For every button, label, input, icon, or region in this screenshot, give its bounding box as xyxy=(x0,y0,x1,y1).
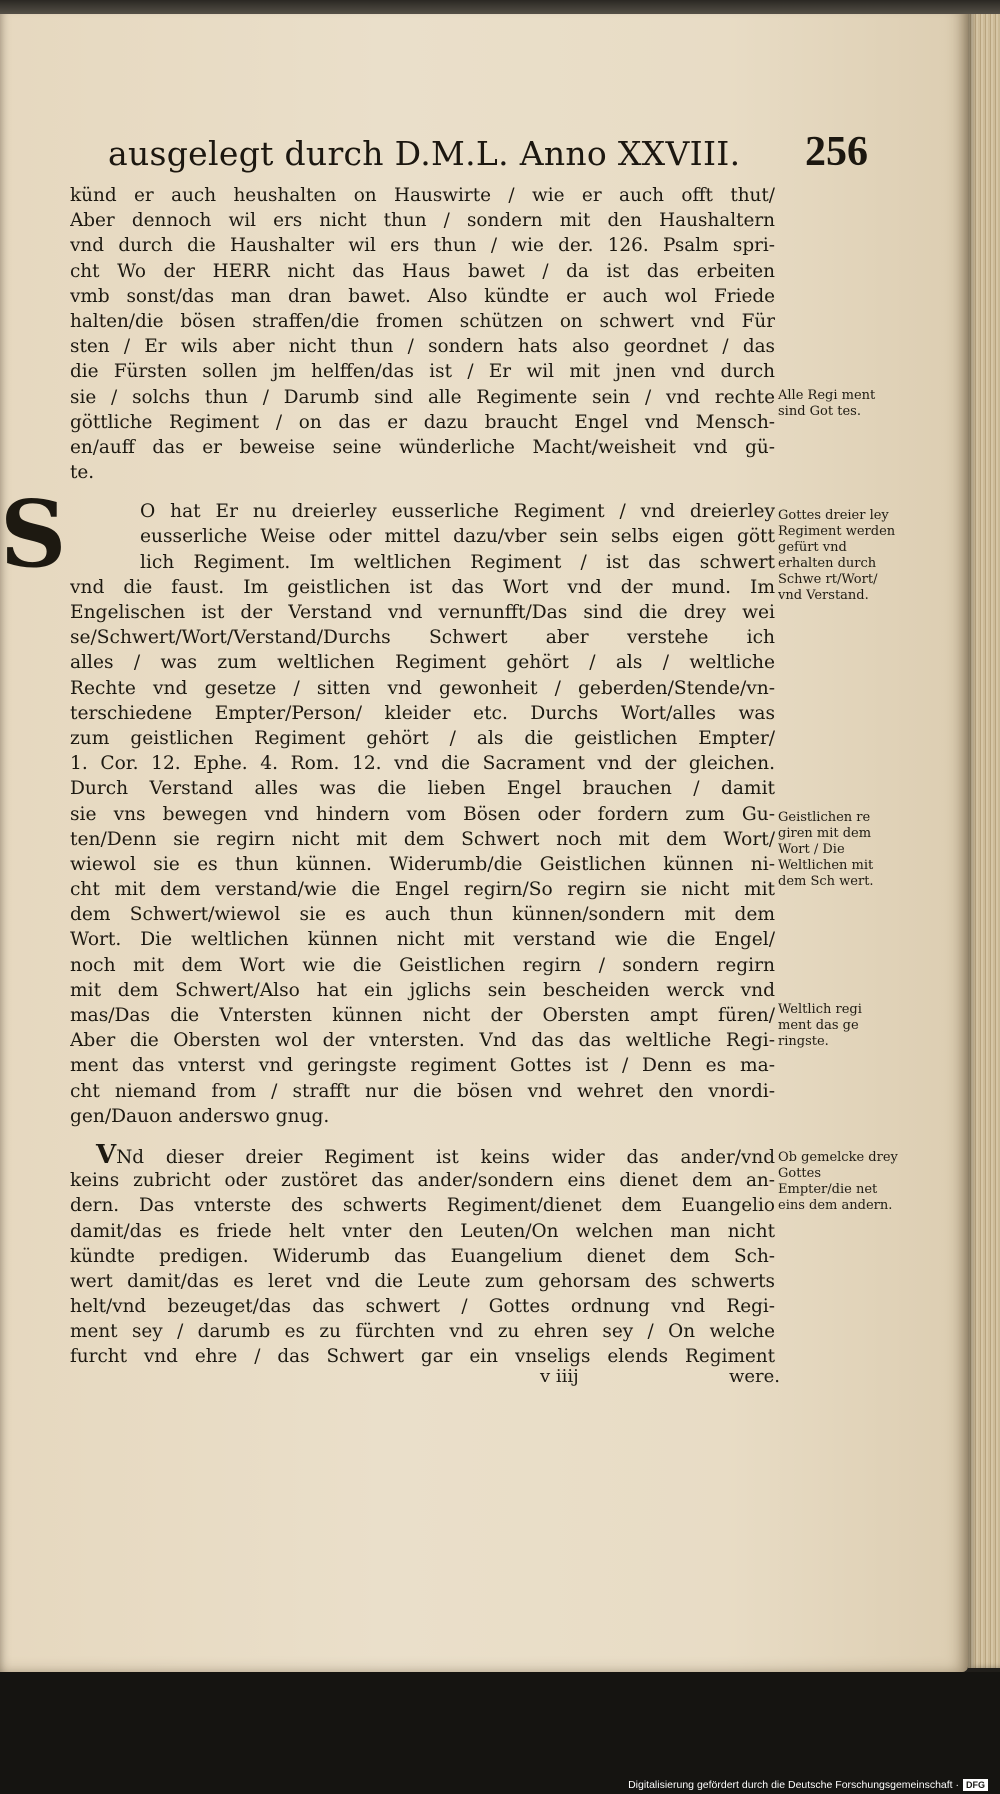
text-line: O hat Er nu dreierley eusserliche Regiment / vnd dreierley xyxy=(140,501,775,523)
text-line: dern. Das vnterste des schwerts Regiment/dienet dem Euangelio xyxy=(70,1195,775,1217)
text-line: Wort. Die weltlichen künnen nicht mit verstand wie die Engel/ xyxy=(70,929,775,951)
margin-note: Weltlich regi ment das ge ringste. xyxy=(778,1002,862,1049)
margin-note: Geistlichen re giren mit dem Wort / Die Weltlichen mit dem Sch wert. xyxy=(778,810,874,889)
text-line: cht mit dem verstand/wie die Engel regirn/So regirn sie nicht mit xyxy=(70,879,775,901)
paragraph-gap xyxy=(70,1129,775,1143)
text-line: Aber dennoch wil ers nicht thun / sondern mit den Haushaltern xyxy=(70,210,775,232)
digitization-credit xyxy=(628,1778,988,1792)
text-line: cht Wo der HERR nicht das Haus bawet / da ist das erbeiten xyxy=(70,260,775,282)
paragraph-1 xyxy=(70,183,775,485)
text-line: mit dem Schwert/Also hat ein jglichs sein bescheiden werck vnd xyxy=(70,979,775,1001)
text-line: Rechte vnd gesetze / sitten vnd gewonheit / geberden/Stende/vn- xyxy=(70,677,775,699)
text-line-rest: Nd dieser dreier Regiment ist keins wider das ander/vnd xyxy=(116,1146,775,1168)
text-line: eusserliche Weise oder mittel dazu/vber sein selbs eigen gött xyxy=(140,526,775,548)
text-line: furcht vnd ehre / das Schwert gar ein vnseligs elends Regiment xyxy=(70,1346,775,1368)
text-line: göttliche Regiment / on das er dazu braucht Engel vnd Mensch- xyxy=(70,411,775,433)
signature-mark: v iiij xyxy=(540,1366,579,1387)
text-line: 1. Cor. 12. Ephe. 4. Rom. 12. vnd die Sacrament vnd der gleichen. xyxy=(70,753,775,775)
text-line: damit/das es friede helt vnter den Leuten/On welchen man nicht xyxy=(70,1220,775,1242)
text-line: Aber die Obersten wol der vntersten. Vnd das das weltliche Regi- xyxy=(70,1030,775,1052)
credit-text: Digitalisierung gefördert durch die Deutsche Forschungsgemeinschaft · xyxy=(628,1779,959,1791)
text-line: en/auff das er beweise seine wünderliche Macht/weisheit vnd gü- xyxy=(70,436,775,458)
text-line xyxy=(70,1143,775,1168)
text-line: te. xyxy=(70,462,95,484)
text-line: keins zubricht oder zustöret das ander/sondern eins dienet dem an- xyxy=(70,1170,775,1192)
text-line: gen/Dauon anderswo gnug. xyxy=(70,1105,330,1127)
paragraph-initial: V xyxy=(96,1142,117,1169)
running-head-title: ausgelegt durch D.M.L. Anno XXVIII. xyxy=(108,134,741,173)
text-line: ten/Denn sie regirn nicht mit dem Schwert noch mit dem Wort/ xyxy=(70,828,775,850)
paragraph-2 xyxy=(70,499,775,1129)
paragraph-3 xyxy=(70,1143,775,1370)
text-line: se/Schwert/Wort/Verstand/Durchs Schwert aber verstehe ich xyxy=(70,627,775,649)
text-line: dem Schwert/wiewol sie es auch thun künnen/sondern mit dem xyxy=(70,904,775,926)
scan-bottom-band xyxy=(0,1672,1000,1794)
margin-note: Ob gemelcke drey Gottes Empter/die net eins dem andern. xyxy=(778,1150,898,1213)
text-line: mas/Das die Vntersten künnen nicht der Obersten ampt füren/ xyxy=(70,1005,775,1026)
text-line: sie / solchs thun / Darumb sind alle Regimente sein / vnd rechte xyxy=(70,386,775,408)
text-line: ment das vnterst vnd geringste regiment Gottes ist / Denn es ma- xyxy=(70,1055,775,1077)
text-line: cht niemand from / strafft nur die bösen vnd wehret den vnordi- xyxy=(70,1080,775,1102)
text-line: kündte predigen. Widerumb das Euangelium dienet dem Sch- xyxy=(70,1245,775,1267)
page-number: 256 xyxy=(805,129,868,175)
margin-note: Gottes dreier ley Regiment werden gefürt vnd erhalten durch Schwe rt/Wort/ vnd Verstand. xyxy=(778,508,896,603)
text-line: terschiedene Empter/Person/ kleider etc. Durchs Wort/alles was xyxy=(70,702,775,724)
paragraph-gap xyxy=(70,485,775,499)
text-line: sie vns bewegen vnd hindern vom Bösen oder fordern zum Gu- xyxy=(70,803,775,825)
text-line: vmb sonst/das man dran bawet. Also kündte er auch wol Friede xyxy=(70,285,775,307)
text-line: Engelischen ist der Verstand vnd vernunfft/Das sind die drey wei xyxy=(70,602,775,623)
text-line: ment sey / darumb es zu fürchten vnd zu ehren sey / On welche xyxy=(70,1321,775,1343)
text-line: halten/die bösen straffen/die fromen schützen on schwert vnd Für xyxy=(70,310,775,332)
margin-note: Alle Regi ment sind Got tes. xyxy=(778,388,876,419)
text-line: wert damit/das es leret vnd die Leute zum gehorsam des schwerts xyxy=(70,1270,775,1292)
drop-cap-initial: S xyxy=(0,480,67,588)
text-line: noch mit dem Wort wie die Geistlichen regirn / sondern regirn xyxy=(70,954,775,976)
text-line: die Fürsten sollen jm helffen/das ist / Er wil mit jnen vnd durch xyxy=(70,361,775,383)
text-line: vnd durch die Haushalter wil ers thun / wie der. 126. Psalm spri- xyxy=(70,235,775,257)
text-line: Durch Verstand alles was die lieben Engel brauchen / damit xyxy=(70,778,775,800)
text-line: wiewol sie es thun künnen. Widerumb/die Geistlichen künnen ni- xyxy=(70,853,775,875)
running-head xyxy=(108,128,868,178)
text-line: alles / was zum weltlichen Regiment gehört / als / weltliche xyxy=(70,652,775,674)
page-edges xyxy=(968,0,1000,1668)
text-line: zum geistlichen Regiment gehört / als die geistlichen Empter/ xyxy=(70,727,775,749)
catchword: were. xyxy=(728,1366,780,1387)
dfg-logo: DFG xyxy=(963,1779,988,1791)
text-line: vnd die faust. Im geistlichen ist das Wort vnd der mund. Im xyxy=(70,576,775,598)
text-line: sten / Er wils aber nicht thun / sondern hats also geordnet / das xyxy=(70,336,775,358)
text-line: helt/vnd bezeuget/das das schwert / Gottes ordnung vnd Regi- xyxy=(70,1296,775,1318)
top-binding-strip xyxy=(0,0,1000,14)
body-text xyxy=(70,183,775,1370)
text-line: lich Regiment. Im weltlichen Regiment / ist das schwert xyxy=(140,551,775,573)
text-line: künd er auch heushalten on Hauswirte / wie er auch offt thut/ xyxy=(70,185,775,206)
